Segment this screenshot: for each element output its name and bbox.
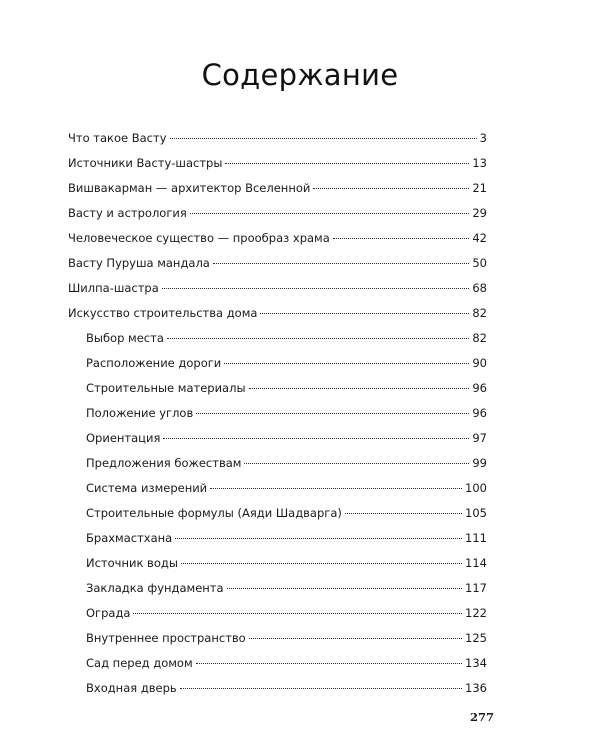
toc-subentry[interactable] — [86, 603, 487, 623]
toc-entry-page: 99 — [472, 456, 487, 470]
toc-subentry[interactable] — [86, 378, 487, 398]
toc-entry-label: Положение углов — [86, 406, 194, 420]
toc-entry[interactable] — [68, 303, 487, 323]
toc-entry-label: Васту и астрология — [68, 206, 187, 220]
dot-leader — [175, 538, 462, 539]
toc-entry-page: 134 — [465, 656, 487, 670]
toc-entry-label: Закладка фундамента — [86, 581, 224, 595]
toc-entry-page: 105 — [465, 506, 487, 520]
toc-entry-page: 82 — [472, 306, 487, 320]
toc-entry[interactable] — [68, 203, 487, 223]
toc-entry-label: Выбор места — [86, 331, 164, 345]
dot-leader — [196, 663, 462, 664]
dot-leader — [196, 413, 469, 414]
toc-entry-label: Вишвакарман — архитектор Вселенной — [68, 181, 311, 195]
dot-leader — [133, 613, 462, 614]
toc-entry[interactable] — [68, 178, 487, 198]
dot-leader — [224, 363, 469, 364]
toc-entry-label: Человеческое существо — прообраз храма — [68, 231, 330, 245]
toc-entry-label: Васту Пуруша мандала — [68, 256, 210, 270]
dot-leader — [227, 588, 463, 589]
dot-leader — [163, 438, 469, 439]
dot-leader — [313, 188, 469, 189]
toc-entry-page: 42 — [472, 231, 487, 245]
toc-entry-page: 68 — [472, 281, 487, 295]
toc-subentry[interactable] — [86, 503, 487, 523]
dot-leader — [345, 513, 462, 514]
toc-entry-page: 117 — [465, 581, 487, 595]
toc-subentry[interactable] — [86, 328, 487, 348]
dot-leader — [225, 163, 469, 164]
page-title: Содержание — [201, 58, 399, 92]
dot-leader — [180, 688, 462, 689]
toc-entry[interactable] — [68, 228, 487, 248]
toc-entry-label: Источник воды — [86, 556, 178, 570]
toc-subentry[interactable] — [86, 478, 487, 498]
toc-entry-page: 21 — [472, 181, 487, 195]
toc-entry-label: Ограда — [86, 606, 131, 620]
dot-leader — [162, 288, 470, 289]
dot-leader — [249, 638, 462, 639]
toc-entry-page: 111 — [465, 531, 487, 545]
dot-leader — [181, 563, 462, 564]
toc-entry-label: Шилпа-шастра — [68, 281, 159, 295]
toc-entry-label: Сад перед домом — [86, 656, 193, 670]
toc-subentry[interactable] — [86, 428, 487, 448]
dot-leader — [213, 263, 470, 264]
toc-entry-page: 96 — [472, 381, 487, 395]
toc-entry-page: 100 — [465, 481, 487, 495]
toc-entry-label: Строительные материалы — [86, 381, 246, 395]
toc-subentry[interactable] — [86, 628, 487, 648]
toc-entry[interactable] — [68, 153, 487, 173]
dot-leader — [167, 338, 469, 339]
toc-subentry[interactable] — [86, 453, 487, 473]
toc-entry-label: Искусство строительства дома — [68, 306, 258, 320]
toc-entry-page: 136 — [465, 681, 487, 695]
toc-entry-page: 114 — [465, 556, 487, 570]
toc-entry-label: Расположение дороги — [86, 356, 222, 370]
toc-entry[interactable] — [68, 128, 487, 148]
toc-entry-label: Строительные формулы (Аяди Шадварга) — [86, 506, 342, 520]
toc-entry-label: Что такое Васту — [68, 131, 167, 145]
toc-subentry[interactable] — [86, 528, 487, 548]
dot-leader — [210, 488, 462, 489]
toc-entry[interactable] — [68, 278, 487, 298]
dot-leader — [260, 313, 469, 314]
toc-entry-label: Система измерений — [86, 481, 208, 495]
toc-entry[interactable] — [68, 253, 487, 273]
toc-entry-page: 29 — [472, 206, 487, 220]
toc-subentry[interactable] — [86, 403, 487, 423]
toc-entry-label: Входная дверь — [86, 681, 177, 695]
dot-leader — [249, 388, 470, 389]
toc-entry-label: Брахмастхана — [86, 531, 173, 545]
toc-subentry[interactable] — [86, 653, 487, 673]
toc-entry-label: Предложения божествам — [86, 456, 242, 470]
toc-entry-page: 82 — [472, 331, 487, 345]
toc-subentry[interactable] — [86, 578, 487, 598]
toc-entry-page: 122 — [465, 606, 487, 620]
toc-subentry[interactable] — [86, 553, 487, 573]
dot-leader — [244, 463, 469, 464]
dot-leader — [170, 138, 477, 139]
dot-leader — [333, 238, 470, 239]
toc-entry-page: 90 — [472, 356, 487, 370]
toc-entry-page: 3 — [479, 131, 487, 145]
page-number: 277 — [470, 710, 495, 724]
toc-subentry[interactable] — [86, 353, 487, 373]
toc-entry-page: 13 — [472, 156, 487, 170]
toc-entry-page: 50 — [472, 256, 487, 270]
toc-entry-page: 97 — [472, 431, 487, 445]
toc-entry-label: Внутреннее пространство — [86, 631, 246, 645]
toc-entry-label: Ориентация — [86, 431, 161, 445]
toc-subentry[interactable] — [86, 678, 487, 698]
toc-entry-label: Источники Васту-шастры — [68, 156, 223, 170]
dot-leader — [190, 213, 470, 214]
toc-entry-page: 96 — [472, 406, 487, 420]
toc-entry-page: 125 — [465, 631, 487, 645]
